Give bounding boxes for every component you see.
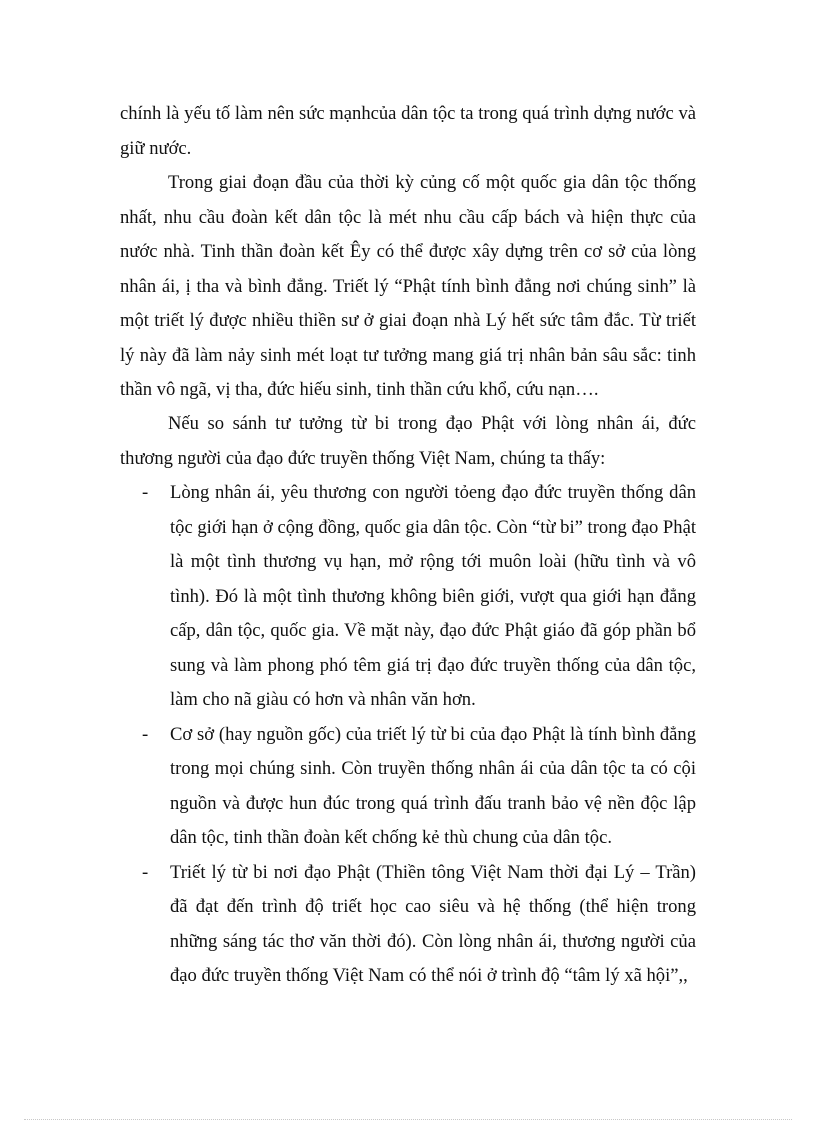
list-item xyxy=(120,718,696,856)
list-item xyxy=(120,856,696,994)
page-bottom-dotted-border xyxy=(24,1119,792,1120)
paragraph-national-unity: Trong giai đoạn đầu của thời kỳ củng cố một quốc gia dân tộc thống nhất, nhu cầu đoàn kết dân tộc là mét nhu cầu cấp bách và hiện thực của nước nhà. Tinh thần đoàn kết Êy có thể được xây dựng trên cơ sở của lòng nhân ái, ị tha và bình đẳng. Triết lý “Phật tính bình đẳng nơi chúng sinh” là một triết lý được nhiều thiền sư ở giai đoạn nhà Lý hết sức tâm đắc. Từ triết lý này đã làm nảy sinh mét loạt tư tưởng mang giá trị nhân bản sâu sắc: tinh thần vô ngã, vị tha, đức hiếu sinh, tinh thần cứu khổ, cứu nạn…. xyxy=(120,172,696,400)
list-dash-marker: - xyxy=(142,482,149,503)
list-dash-marker: - xyxy=(142,723,149,745)
paragraph-comparison-intro: Nếu so sánh tư tưởng từ bi trong đạo Phật với lòng nhân ái, đức thương người của đạo đức truyền thống Việt Nam, chúng ta thấy: xyxy=(120,413,696,469)
list-item-text: Lòng nhân ái, yêu thương con người tỏeng đạo đức truyền thống dân tộc giới hạn ở cộng đồng, quốc gia dân tộc. Còn “từ bi” trong đạo Phật là một tình thương vụ hạn, mở rộng tới muôn loài (hữu tình và vô tình). Đó là một tình thương không biên giới, vượt qua giới hạn đẳng cấp, dân tộc, quốc gia. Về mặt này, đạo đức Phật giáo đã góp phần bổ sung và làm phong phó têm giá trị đạo đức truyền thống của dân tộc, làm cho nã giàu có hơn và nhân văn hơn. xyxy=(170,482,696,710)
paragraph-continuation: chính là yếu tố làm nên sức mạnhcủa dân tộc ta trong quá trình dựng nước và giữ nước. xyxy=(120,103,696,159)
list-dash-marker: - xyxy=(142,861,149,883)
list-item-text: Cơ sở (hay nguồn gốc) của triết lý từ bi của đạo Phật là tính bình đẳng trong mọi chúng sinh. Còn truyền thống nhân ái của dân tộc ta có cội nguồn và được hun đúc trong quá trình đấu tranh bảo vệ nền độc lập dân tộc, tinh thần đoàn kết chống kẻ thù chung của dân tộc. xyxy=(170,723,696,848)
comparison-list xyxy=(120,476,696,994)
list-item-text: Triết lý từ bi nơi đạo Phật (Thiền tông Việt Nam thời đại Lý – Trần) đã đạt đến trình độ triết học cao siêu và hệ thống (thể hiện trong những sáng tác thơ văn thời đó). Còn lòng nhân ái, thương người của đạo đức truyền thống Việt Nam có thể nói ở trình độ “tâm lý xã hội”,, xyxy=(170,861,696,986)
list-item xyxy=(120,476,696,718)
